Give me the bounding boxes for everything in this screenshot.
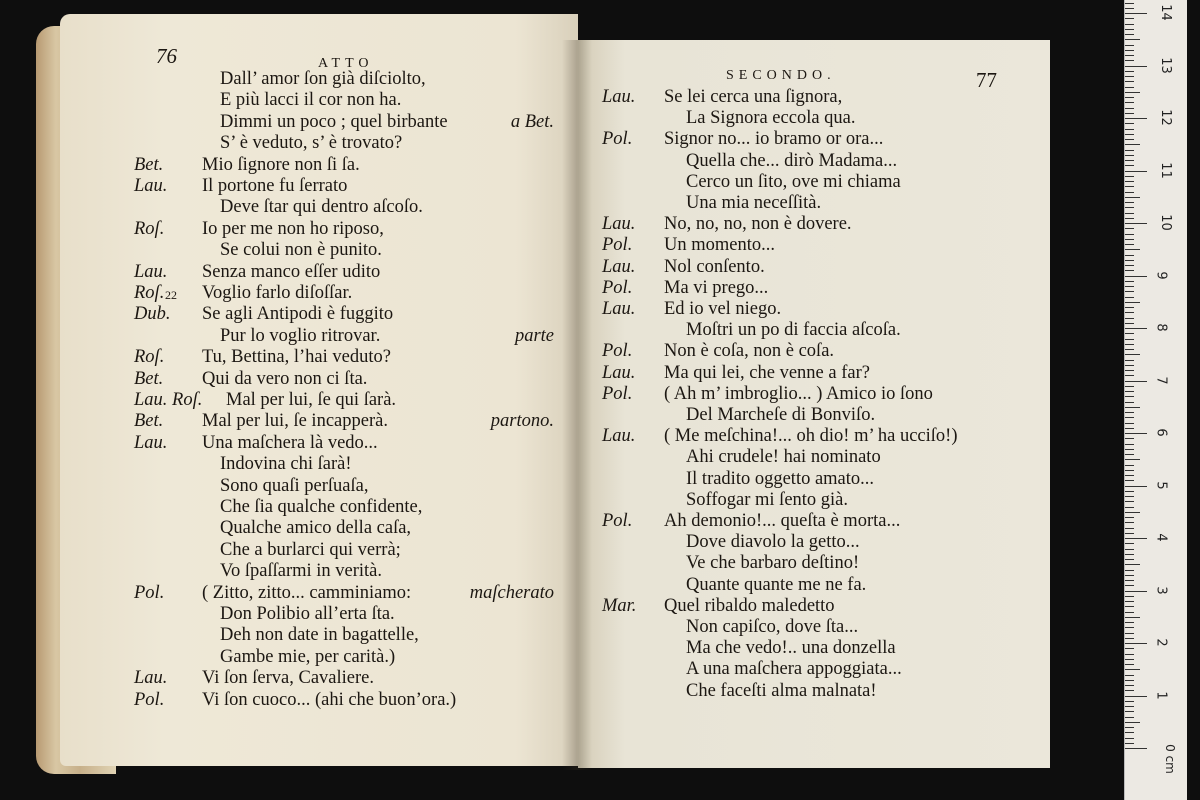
- verse-line: Quella che... dirò Madama...: [686, 150, 898, 171]
- speaker-label: Lau.: [602, 426, 636, 447]
- speaker-label: Pol.: [134, 689, 165, 710]
- ruler-tick: [1125, 417, 1134, 418]
- ruler-tick: [1125, 123, 1134, 124]
- ruler-tick: [1125, 622, 1134, 623]
- ruler-tick: [1125, 176, 1134, 177]
- ruler-tick: [1125, 633, 1134, 634]
- ruler-tick: [1125, 18, 1134, 19]
- ruler-tick: [1125, 648, 1134, 649]
- ruler-tick: [1125, 71, 1134, 72]
- ruler-tick: [1125, 596, 1134, 597]
- ruler-tick: [1125, 386, 1134, 387]
- ruler-tick: [1125, 87, 1134, 88]
- verse-line: Vi ſon cuoco... (ahi che buon’ora.): [202, 689, 457, 710]
- ruler-tick: [1125, 297, 1134, 298]
- ruler-tick: [1125, 365, 1134, 366]
- ruler-tick: [1125, 102, 1134, 103]
- running-head-left: ATTO: [318, 56, 374, 71]
- ruler-tick: [1125, 207, 1134, 208]
- right-page: [578, 40, 1050, 768]
- verse-line: Dall’ amor ſon già diſciolto,: [220, 69, 426, 89]
- verse-line: Dove diavolo la getto...: [686, 532, 860, 553]
- ruler-tick: [1125, 66, 1147, 67]
- verse-line: Soffogar mi ſento già.: [686, 489, 849, 510]
- running-head-right: SECONDO.: [726, 68, 836, 83]
- ruler-tick: [1125, 449, 1134, 450]
- verse-line: Ma qui lei, che venne a far?: [664, 362, 870, 383]
- ruler-tick: [1125, 627, 1134, 628]
- verse-line: Deh non date in bagattelle,: [220, 625, 419, 646]
- ruler-tick: [1125, 591, 1147, 592]
- verse-line: Qualche amico della caſa,: [220, 518, 412, 539]
- verse-line: Che a burlarci qui verrà;: [220, 539, 401, 560]
- ruler-tick: [1125, 638, 1134, 639]
- ruler-tick: [1125, 738, 1134, 739]
- ruler-tick: [1125, 659, 1134, 660]
- verse-line: Ahi crudele! hai nominato: [686, 447, 881, 468]
- ruler-tick: [1125, 375, 1134, 376]
- verse-line: Il tradito oggetto amato...: [686, 468, 875, 489]
- ruler-number: 9: [1153, 270, 1169, 280]
- verse-line: La Signora eccola qua.: [686, 108, 856, 129]
- ruler-tick: [1125, 612, 1134, 613]
- ruler-tick: [1125, 496, 1134, 497]
- verse-line: Sono quaſi perſuaſa,: [220, 475, 369, 496]
- ruler-tick: [1125, 696, 1147, 697]
- speaker-label: Pol.: [602, 383, 633, 404]
- ruler-tick: [1125, 528, 1134, 529]
- verse-line: Ma che vedo!.. una donzella: [686, 638, 896, 659]
- ruler-tick: [1125, 507, 1134, 508]
- ruler-tick: [1125, 171, 1147, 172]
- verse-line: Il portone fu ſerrato: [202, 176, 348, 196]
- verse-line: Quel ribaldo maledetto: [664, 595, 835, 616]
- margin-note: 22: [165, 288, 177, 302]
- ruler-tick: [1125, 76, 1134, 77]
- ruler-tick: [1125, 580, 1134, 581]
- ruler-tick: [1125, 81, 1134, 82]
- ruler-tick: [1125, 743, 1134, 744]
- speaker-label: Lau.: [602, 299, 636, 319]
- ruler-tick: [1125, 129, 1134, 130]
- ruler-tick: [1125, 475, 1134, 476]
- ruler-tick: [1125, 165, 1134, 166]
- verse-line: Vi ſon ſerva, Cavaliere.: [202, 668, 375, 689]
- ruler-tick: [1125, 465, 1134, 466]
- ruler-tick: [1125, 543, 1134, 544]
- speaker-label: Pol.: [602, 129, 633, 150]
- measuring-ruler: [1124, 0, 1187, 800]
- speaker-label: Lau.: [134, 668, 168, 689]
- ruler-tick: [1125, 491, 1134, 492]
- ruler-tick: [1125, 244, 1134, 245]
- ruler-tick: [1125, 97, 1134, 98]
- ruler-tick: [1125, 202, 1134, 203]
- verse-line: ( Ah m’ imbroglio... ) Amico io ſono: [664, 383, 933, 404]
- ruler-tick: [1125, 564, 1140, 565]
- ruler-tick: [1125, 360, 1134, 361]
- speaker-label: Pol.: [602, 235, 633, 256]
- ruler-tick: [1125, 459, 1140, 460]
- verse-line: Io per me non ho riposo,: [202, 218, 384, 239]
- speaker-label: Roſ.: [134, 218, 165, 239]
- ruler-tick: [1125, 333, 1134, 334]
- verse-line: Cerco un ſito, ove mi chiama: [686, 171, 901, 192]
- verse-line: S’ è veduto, s’ è trovato?: [220, 133, 403, 154]
- ruler-tick: [1125, 213, 1134, 214]
- ruler-tick: [1125, 223, 1147, 224]
- verse-line: Se colui non è punito.: [220, 240, 382, 261]
- ruler-tick: [1125, 108, 1134, 109]
- ruler-number: 3: [1153, 585, 1169, 595]
- ruler-tick: [1125, 144, 1140, 145]
- ruler-tick: [1125, 281, 1134, 282]
- speaker-label: Lau.: [602, 362, 636, 383]
- verse-line: Nol conſento.: [664, 256, 765, 277]
- ruler-tick: [1125, 748, 1147, 749]
- speaker-label: Bet.: [134, 368, 164, 389]
- ruler-number: 14: [1157, 4, 1173, 21]
- ruler-tick: [1125, 186, 1134, 187]
- ruler-tick: [1125, 522, 1134, 523]
- verse-line: Mal per lui, ſe incapperà.: [202, 411, 388, 432]
- ruler-tick: [1125, 302, 1140, 303]
- ruler-number: 4: [1153, 533, 1169, 542]
- ruler-tick: [1125, 601, 1134, 602]
- verse-line: Mal per lui, ſe qui ſarà.: [226, 390, 397, 410]
- verse-line: Se lei cerca una ſignora,: [664, 87, 843, 107]
- stage-direction: a Bet.: [510, 111, 554, 132]
- ruler-tick: [1125, 423, 1134, 424]
- ruler-tick: [1125, 396, 1134, 397]
- ruler-tick: [1125, 312, 1134, 313]
- ruler-tick: [1125, 228, 1134, 229]
- speaker-label: Dub.: [134, 304, 171, 325]
- verse-line: Pur lo voglio ritrovar.: [220, 325, 381, 346]
- ruler-tick: [1125, 512, 1140, 513]
- ruler-tick: [1125, 270, 1134, 271]
- verse-line: Che faceſti alma malnata!: [686, 680, 877, 701]
- ruler-tick: [1125, 150, 1134, 151]
- page-number-right: 77: [976, 68, 997, 92]
- ruler-tick: [1125, 717, 1134, 718]
- ruler-tick: [1125, 454, 1134, 455]
- ruler-tick: [1125, 249, 1140, 250]
- ruler-tick: [1125, 654, 1134, 655]
- ruler-tick: [1125, 685, 1134, 686]
- ruler-tick: [1125, 318, 1134, 319]
- verse-line: Tu, Bettina, l’hai veduto?: [202, 347, 391, 368]
- speaker-label: Bet.: [134, 154, 164, 175]
- ruler-tick: [1125, 381, 1147, 382]
- ruler-tick: [1125, 706, 1134, 707]
- stage-direction: partono.: [490, 411, 554, 432]
- verse-line: Don Polibio all’erta ſta.: [220, 604, 395, 624]
- verse-line: Dimmi un poco ; quel birbante: [220, 111, 448, 132]
- verse-line: Del Marcheſe di Bonviſo.: [686, 405, 876, 425]
- verse-line: Che ſia qualche confidente,: [220, 497, 423, 517]
- ruler-tick: [1125, 218, 1134, 219]
- verse-line: Moſtri un po di faccia aſcoſa.: [686, 320, 901, 341]
- speaker-label: Lau.: [602, 214, 636, 235]
- stage-direction: parte: [514, 325, 554, 346]
- ruler-tick: [1125, 370, 1134, 371]
- ruler-tick: [1125, 160, 1134, 161]
- ruler-tick: [1125, 486, 1147, 487]
- ruler-tick: [1125, 538, 1147, 539]
- speaker-label: Lau.: [134, 432, 168, 453]
- verse-line: A una maſchera appoggiata...: [686, 659, 902, 680]
- ruler-tick: [1125, 470, 1134, 471]
- ruler-number: 7: [1153, 375, 1169, 385]
- speaker-label: Pol.: [602, 341, 633, 362]
- ruler-tick: [1125, 701, 1134, 702]
- ruler-tick: [1125, 549, 1134, 550]
- verse-line: Ve che barbaro deſtino!: [686, 553, 860, 574]
- ruler-tick: [1125, 286, 1134, 287]
- ruler-tick: [1125, 255, 1134, 256]
- ruler-tick: [1125, 711, 1134, 712]
- ruler-tick: [1125, 554, 1134, 555]
- ruler-tick: [1125, 239, 1134, 240]
- ruler-tick: [1125, 428, 1134, 429]
- ruler-tick: [1125, 234, 1134, 235]
- ruler-tick: [1125, 570, 1134, 571]
- ruler-tick: [1125, 8, 1134, 9]
- ruler-number: 10: [1157, 214, 1173, 231]
- page-number-left: 76: [156, 44, 177, 68]
- ruler-number: 2: [1153, 638, 1169, 647]
- verse-line: Un momento...: [664, 235, 775, 256]
- ruler-number: 13: [1157, 56, 1173, 74]
- ruler-tick: [1125, 354, 1140, 355]
- ruler-tick: [1125, 113, 1134, 114]
- verse-line: Non è coſa, non è coſa.: [664, 341, 835, 362]
- ruler-tick: [1125, 501, 1134, 502]
- ruler-tick: [1125, 585, 1134, 586]
- ruler-tick: [1125, 265, 1134, 266]
- verse-line: No, no, no, non è dovere.: [664, 214, 852, 235]
- speaker-label: Roſ.: [134, 347, 165, 368]
- stage-direction: maſcherato: [469, 582, 554, 603]
- verse-line: Deve ſtar qui dentro aſcoſo.: [220, 197, 423, 218]
- ruler-tick: [1125, 438, 1134, 439]
- ruler-tick: [1125, 675, 1134, 676]
- ruler-tick: [1125, 197, 1140, 198]
- ruler-tick: [1125, 433, 1147, 434]
- ruler-tick: [1125, 13, 1147, 14]
- speaker-label: Lau. Roſ.: [134, 390, 203, 410]
- ruler-number: 11: [1157, 161, 1173, 179]
- verse-line: Mio ſignore non ſi ſa.: [202, 154, 360, 175]
- ruler-tick: [1125, 407, 1140, 408]
- verse-line: Voglio farlo diſoſſar.: [202, 283, 353, 303]
- verse-line: Vo ſpaſſarmi in verità.: [220, 561, 383, 582]
- ruler-tick: [1125, 29, 1134, 30]
- ruler-tick: [1125, 690, 1134, 691]
- ruler-tick: [1125, 24, 1134, 25]
- verse-line: Signor no... io bramo or ora...: [664, 129, 884, 150]
- ruler-tick: [1125, 402, 1134, 403]
- ruler-number: 6: [1153, 428, 1169, 437]
- ruler-tick: [1125, 45, 1134, 46]
- verse-line: ( Me meſchina!... oh dio! m’ ha uccіſo!): [664, 426, 958, 447]
- verse-line: Gambe mie, per carità.): [220, 646, 396, 667]
- ruler-tick: [1125, 291, 1134, 292]
- verse-line: E più lacci il cor non ha.: [220, 90, 402, 111]
- verse-line: Ah demonio!... queſta è morta...: [664, 511, 901, 531]
- ruler-tick: [1125, 155, 1134, 156]
- speaker-label: Lau.: [602, 256, 636, 277]
- ruler-tick: [1125, 134, 1134, 135]
- ruler-tick: [1125, 192, 1134, 193]
- ruler-tick: [1125, 39, 1140, 40]
- ruler-tick: [1125, 391, 1134, 392]
- ruler-tick: [1125, 669, 1140, 670]
- ruler-unit-label: 0 cm: [1162, 744, 1177, 774]
- ruler-tick: [1125, 444, 1134, 445]
- ruler-tick: [1125, 139, 1134, 140]
- verse-line: Senza manco eſſer udito: [202, 261, 381, 282]
- ruler-tick: [1125, 34, 1134, 35]
- ruler-tick: [1125, 328, 1147, 329]
- verse-line: Una maſchera là vedo...: [202, 432, 378, 453]
- verse-line: Se agli Antipodi è fuggito: [202, 304, 394, 325]
- ruler-tick: [1125, 349, 1134, 350]
- ruler-tick: [1125, 533, 1134, 534]
- ruler-tick: [1125, 727, 1134, 728]
- ruler-tick: [1125, 606, 1134, 607]
- verse-line: Quante quante me ne fa.: [686, 574, 867, 595]
- ruler-tick: [1125, 55, 1134, 56]
- speaker-label: Lau.: [602, 87, 636, 107]
- verse-line: ( Zitto, zitto... camminiamo:: [202, 582, 412, 603]
- speaker-label: Roſ.: [134, 283, 165, 303]
- speaker-label: Mar.: [602, 595, 637, 616]
- ruler-tick: [1125, 3, 1134, 4]
- ruler-tick: [1125, 643, 1147, 644]
- ruler-number: 5: [1153, 480, 1169, 490]
- verse-line: Una mia neceſſità.: [686, 193, 822, 213]
- ruler-tick: [1125, 50, 1134, 51]
- ruler-tick: [1125, 722, 1140, 723]
- ruler-tick: [1125, 664, 1134, 665]
- speaker-label: Pol.: [602, 511, 633, 531]
- ruler-tick: [1125, 344, 1134, 345]
- verse-line: Qui da vero non ci ſta.: [202, 368, 368, 389]
- ruler-tick: [1125, 307, 1134, 308]
- ruler-tick: [1125, 732, 1134, 733]
- ruler-tick: [1125, 559, 1134, 560]
- verse-line: Ma vi prego...: [664, 277, 769, 298]
- ruler-tick: [1125, 575, 1134, 576]
- ruler-number: 8: [1153, 323, 1169, 332]
- verse-line: Ed io vel niego.: [664, 299, 782, 319]
- ruler-tick: [1125, 92, 1140, 93]
- ruler-tick: [1125, 680, 1134, 681]
- verse-line: Non capiſco, dove ſta...: [686, 617, 859, 637]
- ruler-tick: [1125, 60, 1134, 61]
- speaker-label: Pol.: [602, 277, 633, 298]
- ruler-tick: [1125, 480, 1134, 481]
- ruler-tick: [1125, 517, 1134, 518]
- ruler-tick: [1125, 276, 1147, 277]
- ruler-number: 1: [1153, 690, 1169, 700]
- left-page: [60, 14, 578, 766]
- speaker-label: Lau.: [134, 176, 168, 196]
- ruler-tick: [1125, 181, 1134, 182]
- ruler-tick: [1125, 323, 1134, 324]
- ruler-number: 12: [1157, 109, 1173, 126]
- ruler-tick: [1125, 339, 1134, 340]
- ruler-tick: [1125, 412, 1134, 413]
- ruler-tick: [1125, 260, 1134, 261]
- ruler-tick: [1125, 118, 1147, 119]
- speaker-label: Bet.: [134, 411, 164, 432]
- verse-line: Indovina chi ſarà!: [220, 454, 352, 475]
- speaker-label: Lau.: [134, 261, 168, 282]
- speaker-label: Pol.: [134, 582, 165, 603]
- ruler-tick: [1125, 617, 1140, 618]
